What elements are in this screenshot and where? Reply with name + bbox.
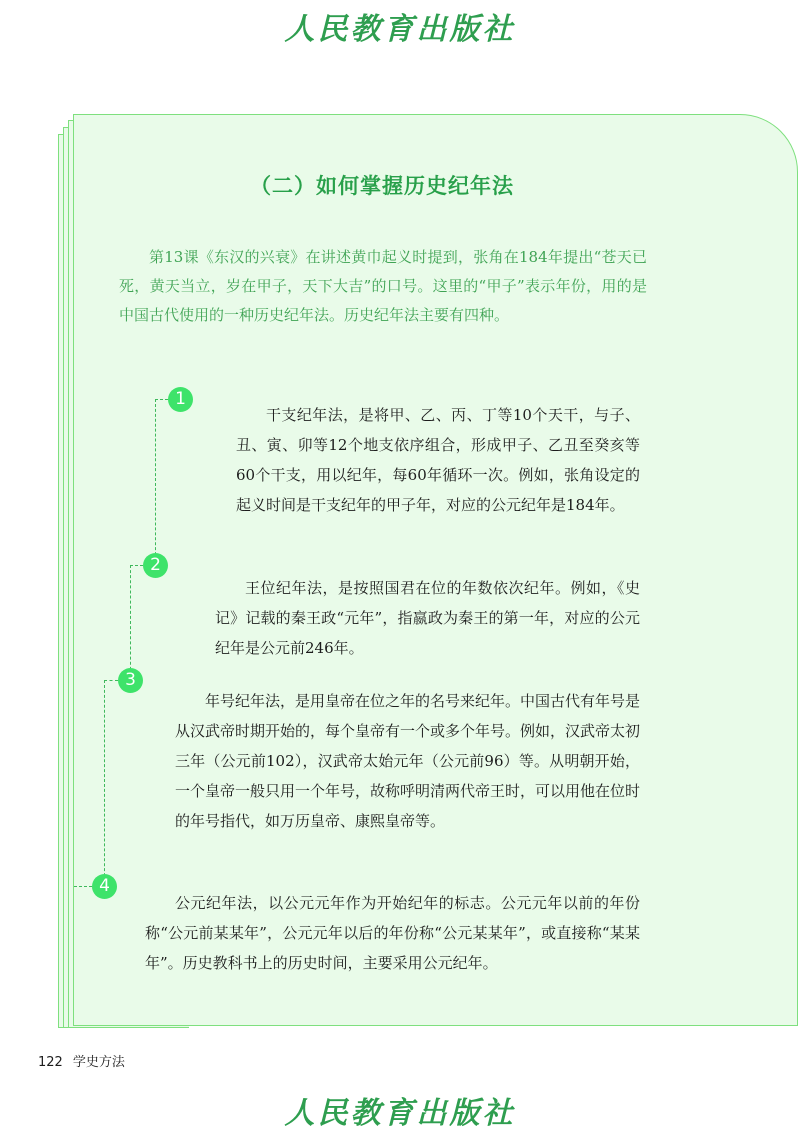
connector-line [155, 399, 168, 400]
method-nianhao-text: 年号纪年法，是用皇帝在位之年的名号来纪年。中国古代有年号是从汉武帝时期开始的，每个皇帝有一个或多个年号。例如，汉武帝太初三年（公元前102），汉武帝太始元年（公元前96）等。从明朝开始，一个皇帝一般只用一个年号，故称呼明清两代帝王时，可以用他在位时的年号指代，如万历皇帝、康熙皇帝等。 [175, 692, 641, 830]
section-title: （二）如何掌握历史纪年法 [250, 174, 514, 198]
page-footer [38, 1051, 125, 1070]
connector-line [130, 565, 131, 680]
connector-line [155, 399, 156, 565]
connector-line [130, 565, 143, 566]
step-badge-3: 3 [118, 668, 143, 693]
step-badge-4: 4 [92, 874, 117, 899]
method-wangwei-text: 王位纪年法，是按照国君在位的年数依次纪年。例如，《史记》记载的秦王政“元年”，指嬴政为秦王的第一年，对应的公元纪年是公元前246年。 [215, 579, 640, 657]
connector-line [74, 886, 92, 887]
publisher-logo-top: 人民教育出版社 [284, 12, 516, 47]
footer-section-label: 学史方法 [72, 1055, 125, 1070]
method-ganzhi-text: 干支纪年法，是将甲、乙、丙、丁等10个天干，与子、丑、寅、卯等12个地支依序组合，形成甲子、乙丑至癸亥等60个干支，用以纪年，每60年循环一次。例如，张角设定的起义时间是干支纪年的甲子年，对应的公元纪年是184年。 [236, 406, 640, 514]
method-gongyuan-text: 公元纪年法，以公元元年作为开始纪年的标志。公元元年以前的年份称“公元前某某年”，公元元年以后的年份称“公元某某年”，或直接称“某某年”。历史教科书上的历史时间，主要采用公元纪年。 [145, 894, 640, 972]
intro-paragraph: 第13课《东汉的兴衰》在讲述黄巾起义时提到，张角在184年提出“苍天已死，黄天当立，岁在甲子，天下大吉”的口号。这里的“甲子”表示年份，用的是中国古代使用的一种历史纪年法。历史纪年法主要有四种。 [119, 248, 647, 324]
step-badge-1: 1 [168, 387, 193, 412]
connector-line [104, 680, 105, 886]
page-number: 122 [38, 1055, 63, 1070]
publisher-logo-bottom: 人民教育出版社 [284, 1096, 516, 1131]
connector-line [104, 680, 118, 681]
step-badge-2: 2 [143, 553, 168, 578]
